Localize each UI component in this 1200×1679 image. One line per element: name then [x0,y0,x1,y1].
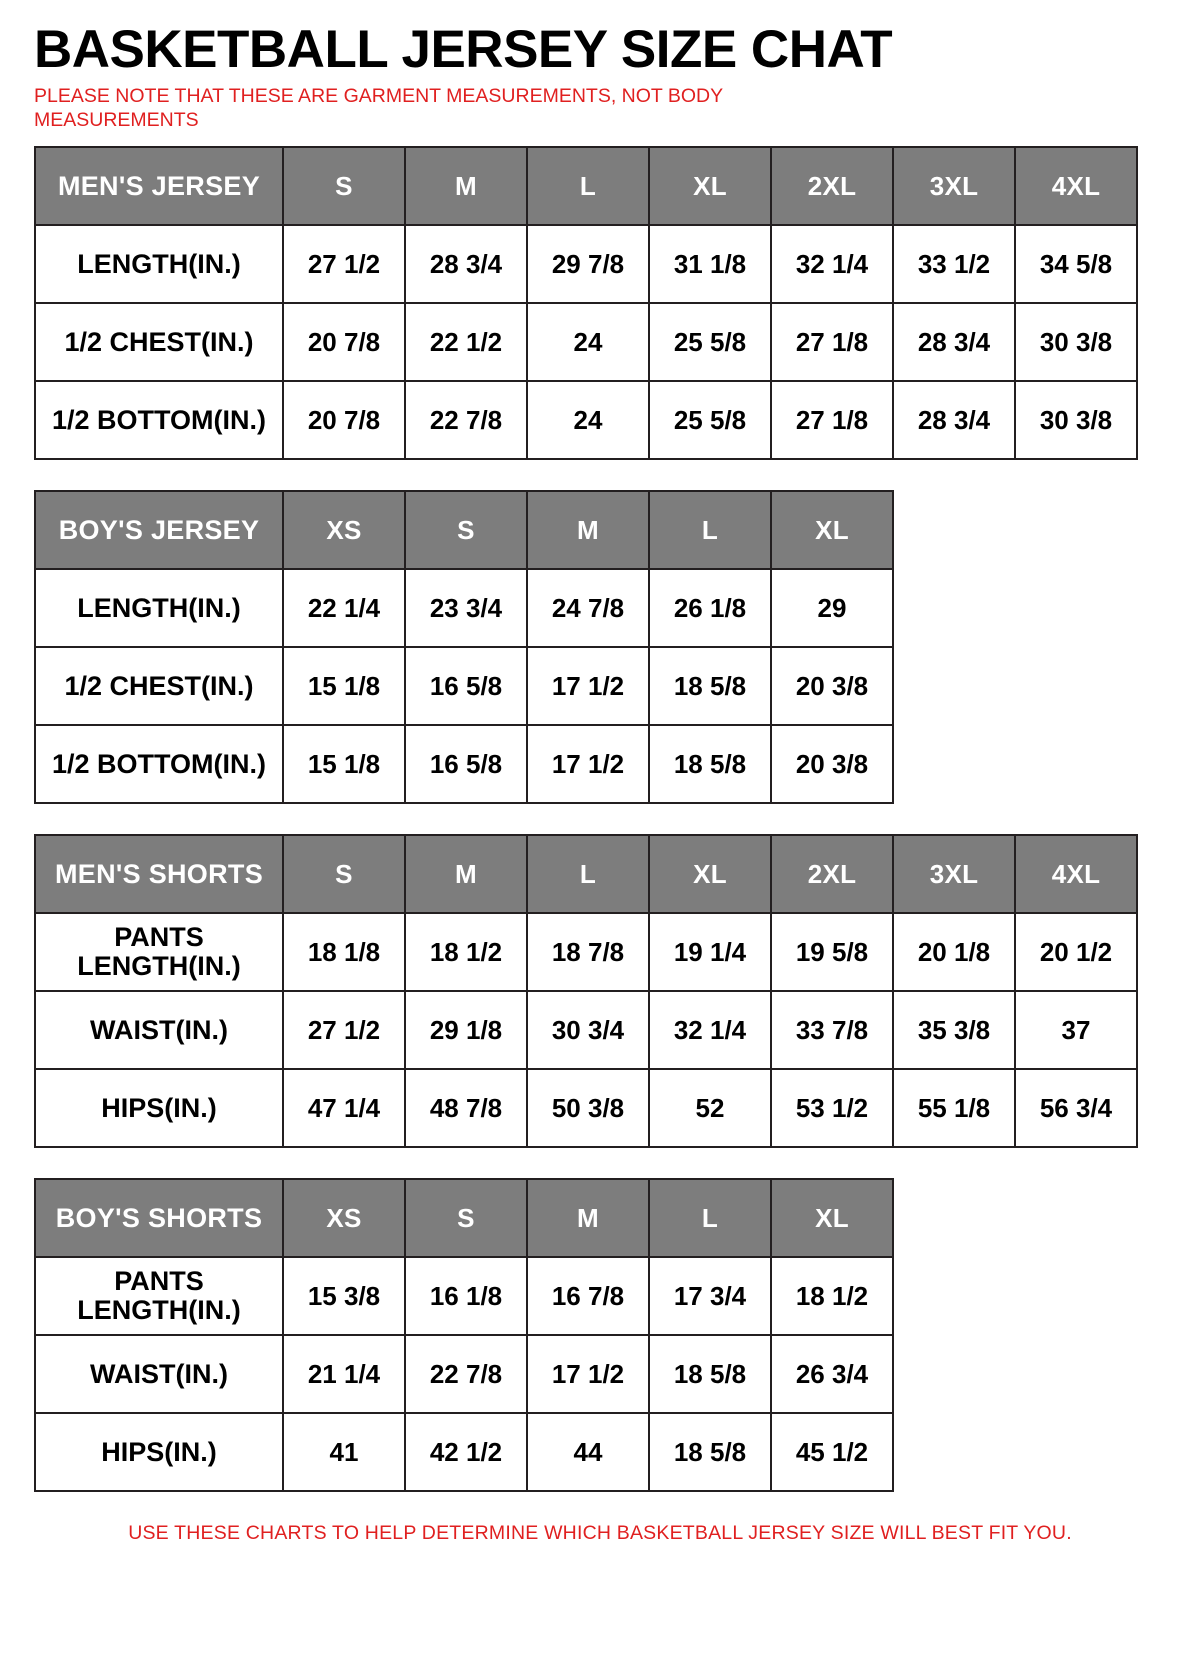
column-header: XS [283,1179,405,1257]
table-cell: 35 3/8 [893,991,1015,1069]
table-row [35,303,1137,381]
row-label-line1: PANTS [114,921,204,952]
table-cell: 29 7/8 [527,225,649,303]
table-row [35,913,1137,991]
row-label: 1/2 CHEST(IN.) [35,647,283,725]
table-header-row [35,491,893,569]
column-header: 3XL [893,147,1015,225]
page-title: BASKETBALL JERSEY SIZE CHAT [34,20,893,79]
table-cell: 53 1/2 [771,1069,893,1147]
row-label: 1/2 CHEST(IN.) [35,303,283,381]
table-mens-shorts [34,834,1138,1148]
column-header: L [527,147,649,225]
column-header: 3XL [893,835,1015,913]
column-header: L [649,1179,771,1257]
column-header: 4XL [1015,147,1137,225]
table-cell: 15 3/8 [283,1257,405,1335]
table-cell: 21 1/4 [283,1335,405,1413]
row-label-line2: LENGTH(IN.) [77,1295,241,1326]
row-label: HIPS(IN.) [35,1069,283,1147]
row-label: 1/2 BOTTOM(IN.) [35,725,283,803]
column-header: XL [771,491,893,569]
column-header: MEN'S SHORTS [35,835,283,913]
table-cell: 20 3/8 [771,725,893,803]
table-cell: 25 5/8 [649,303,771,381]
table-cell: 16 1/8 [405,1257,527,1335]
row-label [35,1257,283,1335]
table-header-row [35,147,1137,225]
table-cell: 17 1/2 [527,647,649,725]
table-row [35,1257,893,1335]
table-cell: 18 7/8 [527,913,649,991]
table-cell: 20 7/8 [283,381,405,459]
table-cell: 20 1/2 [1015,913,1137,991]
table-cell: 27 1/2 [283,991,405,1069]
table-row [35,991,1137,1069]
table-row [35,1335,893,1413]
table-cell: 15 1/8 [283,647,405,725]
column-header: XL [649,835,771,913]
table-cell: 24 [527,381,649,459]
row-label [35,913,283,991]
column-header: L [649,491,771,569]
table-cell: 24 [527,303,649,381]
column-header: S [405,1179,527,1257]
table-cell: 29 1/8 [405,991,527,1069]
table-boys-shorts [34,1178,894,1492]
table-cell: 42 1/2 [405,1413,527,1491]
table-cell: 20 1/8 [893,913,1015,991]
table-cell: 19 5/8 [771,913,893,991]
table-row [35,225,1137,303]
column-header: 2XL [771,835,893,913]
table-cell: 30 3/8 [1015,381,1137,459]
row-label-line1: PANTS [114,1265,204,1296]
table-cell: 28 3/4 [405,225,527,303]
table-cell: 33 1/2 [893,225,1015,303]
table-row [35,1413,893,1491]
table-cell: 22 1/2 [405,303,527,381]
table-cell: 16 5/8 [405,725,527,803]
table-row [35,647,893,725]
table-cell: 27 1/8 [771,381,893,459]
footer-note: USE THESE CHARTS TO HELP DETERMINE WHICH BASKETBALL JERSEY SIZE WILL BEST FIT YOU. [128,1522,1072,1545]
row-label: WAIST(IN.) [35,1335,283,1413]
table-cell: 18 1/2 [771,1257,893,1335]
row-label: 1/2 BOTTOM(IN.) [35,381,283,459]
row-label-line2: LENGTH(IN.) [77,951,241,982]
table-cell: 24 7/8 [527,569,649,647]
column-header: XS [283,491,405,569]
table-mens-jersey [34,146,1138,460]
table-row [35,569,893,647]
table-cell: 16 5/8 [405,647,527,725]
table-cell: 18 5/8 [649,725,771,803]
row-label: WAIST(IN.) [35,991,283,1069]
column-header: S [405,491,527,569]
row-label: LENGTH(IN.) [35,225,283,303]
table-row [35,725,893,803]
table-cell: 32 1/4 [649,991,771,1069]
table-cell: 33 7/8 [771,991,893,1069]
table-cell: 28 3/4 [893,303,1015,381]
column-header: BOY'S SHORTS [35,1179,283,1257]
column-header: M [527,1179,649,1257]
table-cell: 48 7/8 [405,1069,527,1147]
column-header: XL [771,1179,893,1257]
table-cell: 56 3/4 [1015,1069,1137,1147]
table-cell: 41 [283,1413,405,1491]
table-cell: 16 7/8 [527,1257,649,1335]
table-cell: 26 3/4 [771,1335,893,1413]
table-cell: 52 [649,1069,771,1147]
table-cell: 44 [527,1413,649,1491]
table-cell: 29 [771,569,893,647]
table-cell: 18 5/8 [649,1335,771,1413]
table-cell: 30 3/4 [527,991,649,1069]
column-header: L [527,835,649,913]
table-cell: 34 5/8 [1015,225,1137,303]
row-label: HIPS(IN.) [35,1413,283,1491]
table-row [35,381,1137,459]
row-label: LENGTH(IN.) [35,569,283,647]
table-cell: 26 1/8 [649,569,771,647]
table-boys-jersey [34,490,894,804]
column-header: BOY'S JERSEY [35,491,283,569]
column-header: 4XL [1015,835,1137,913]
table-cell: 22 7/8 [405,1335,527,1413]
column-header: S [283,835,405,913]
table-cell: 50 3/8 [527,1069,649,1147]
table-cell: 19 1/4 [649,913,771,991]
table-cell: 18 5/8 [649,647,771,725]
table-cell: 31 1/8 [649,225,771,303]
table-cell: 20 7/8 [283,303,405,381]
table-cell: 30 3/8 [1015,303,1137,381]
table-cell: 23 3/4 [405,569,527,647]
table-row [35,1069,1137,1147]
measurement-note: PLEASE NOTE THAT THESE ARE GARMENT MEASUREMENTS, NOT BODY MEASUREMENTS [34,84,723,132]
column-header: MEN'S JERSEY [35,147,283,225]
column-header: S [283,147,405,225]
table-cell: 18 1/8 [283,913,405,991]
table-cell: 17 1/2 [527,725,649,803]
table-cell: 17 3/4 [649,1257,771,1335]
column-header: XL [649,147,771,225]
table-cell: 37 [1015,991,1137,1069]
table-cell: 47 1/4 [283,1069,405,1147]
table-cell: 22 1/4 [283,569,405,647]
table-cell: 27 1/8 [771,303,893,381]
table-cell: 45 1/2 [771,1413,893,1491]
table-cell: 32 1/4 [771,225,893,303]
table-cell: 17 1/2 [527,1335,649,1413]
table-cell: 27 1/2 [283,225,405,303]
table-header-row [35,835,1137,913]
table-cell: 25 5/8 [649,381,771,459]
column-header: 2XL [771,147,893,225]
table-cell: 15 1/8 [283,725,405,803]
column-header: M [405,147,527,225]
column-header: M [405,835,527,913]
table-cell: 22 7/8 [405,381,527,459]
table-header-row [35,1179,893,1257]
table-cell: 28 3/4 [893,381,1015,459]
table-cell: 55 1/8 [893,1069,1015,1147]
table-cell: 18 5/8 [649,1413,771,1491]
table-cell: 18 1/2 [405,913,527,991]
column-header: M [527,491,649,569]
table-cell: 20 3/8 [771,647,893,725]
